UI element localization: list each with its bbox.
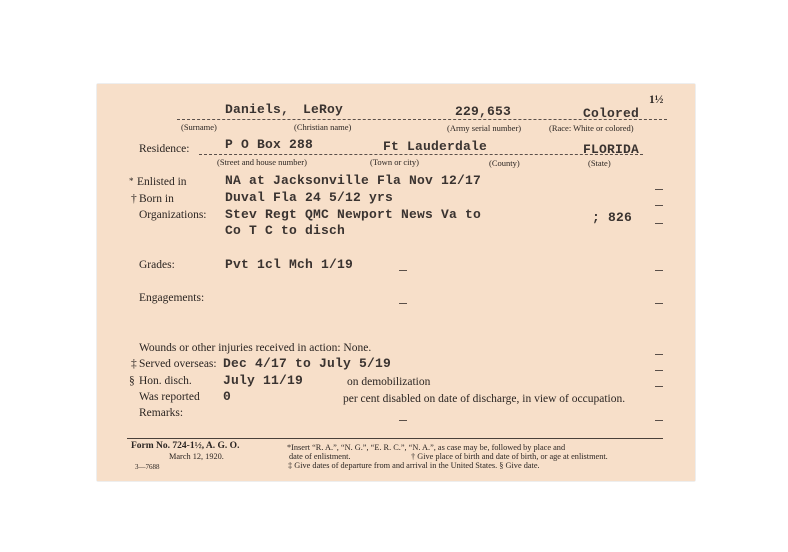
was-reported-suffix: per cent disabled on date of discharge, in view of occupation.: [343, 393, 626, 405]
grades-label: Grades:: [139, 259, 175, 271]
army-serial-value: 229,653: [455, 104, 512, 119]
name-line: [177, 119, 667, 120]
residence-line: [199, 154, 643, 155]
serial-caption: (Army serial number): [447, 123, 522, 133]
form-date: March 12, 1920.: [169, 452, 224, 461]
engagements-tick: [655, 303, 663, 304]
state-value: FLORIDA: [583, 142, 640, 157]
service-record-card: [97, 84, 695, 481]
residence-label: Residence:: [139, 143, 190, 155]
was-reported-value: 0: [223, 389, 232, 404]
race-value: Colored: [583, 106, 640, 121]
organizations-tick: [655, 223, 663, 224]
county-caption: (County): [489, 158, 520, 168]
hon-disch-label: Hon. disch.: [139, 375, 192, 387]
town-caption: (Town or city): [370, 157, 419, 167]
enlisted-value: NA at Jacksonville Fla Nov 12/17: [225, 173, 482, 188]
served-overseas-label: Served overseas:: [139, 358, 217, 370]
street-value: P O Box 288: [225, 137, 314, 152]
engagements-tick-mid: [399, 303, 407, 304]
hon-disch-tick: [655, 386, 663, 387]
surname-caption: (Surname): [181, 122, 217, 132]
footer-rule: [127, 438, 663, 439]
organizations-label: Organizations:: [139, 209, 207, 221]
christian-name-caption: (Christian name): [294, 122, 352, 132]
organizations-line-1: Stev Regt QMC Newport News Va to: [225, 207, 482, 222]
footnote-birth: † Give place of birth and date of birth, or age at enlistment.: [411, 452, 608, 461]
served-overseas-value: Dec 4/17 to July 5/19: [223, 356, 392, 371]
born-tick: [655, 205, 663, 206]
enlisted-tick: [655, 189, 663, 190]
born-value: Duval Fla 24 5/12 yrs: [225, 190, 394, 205]
overseas-tick: [655, 370, 663, 371]
surname-value: Daniels,: [225, 102, 290, 117]
remarks-label: Remarks:: [139, 407, 184, 419]
remarks-tick-mid: [399, 420, 407, 421]
wounds-tick: [655, 354, 663, 355]
footnote-enlistment: date of enlistment.: [289, 452, 351, 461]
grades-value: Pvt 1cl Mch 1/19: [225, 257, 354, 272]
town-value: Ft Lauderdale: [383, 139, 488, 154]
organizations-number: ; 826: [592, 210, 633, 225]
race-caption: (Race: White or colored): [549, 123, 634, 133]
grades-tick-mid: [399, 270, 407, 271]
hon-disch-suffix: on demobilization: [347, 376, 431, 388]
grades-tick: [655, 270, 663, 271]
born-label: Born in: [139, 193, 174, 205]
remarks-tick: [655, 420, 663, 421]
corner-mark: 1½: [649, 94, 664, 106]
form-code: 3—7688: [135, 463, 160, 471]
street-caption: (Street and house number): [217, 157, 307, 167]
dagger-mark: †: [131, 193, 137, 205]
wounds-text: Wounds or other injuries received in action: None.: [139, 342, 372, 354]
state-caption: (State): [588, 158, 611, 168]
asterisk-mark: *: [129, 176, 134, 186]
engagements-label: Engagements:: [139, 292, 205, 304]
organizations-line-2: Co T C to disch: [225, 223, 346, 238]
enlisted-label: Enlisted in: [137, 176, 187, 188]
footnote-insert: *Insert “R. A.”, “N. G.”, “E. R. C.”, “N. A.”, as case may be, followed by place and: [287, 443, 566, 452]
footnote-overseas: ‡ Give dates of departure from and arrival in the United States. § Give date.: [288, 461, 540, 470]
section-mark: §: [129, 375, 135, 387]
christian-name-value: LeRoy: [303, 102, 344, 117]
ddagger-mark: ‡: [131, 358, 137, 370]
hon-disch-value: July 11/19: [223, 373, 304, 388]
form-number: Form No. 724-1½, A. G. O.: [131, 441, 240, 451]
was-reported-label: Was reported: [139, 391, 200, 403]
